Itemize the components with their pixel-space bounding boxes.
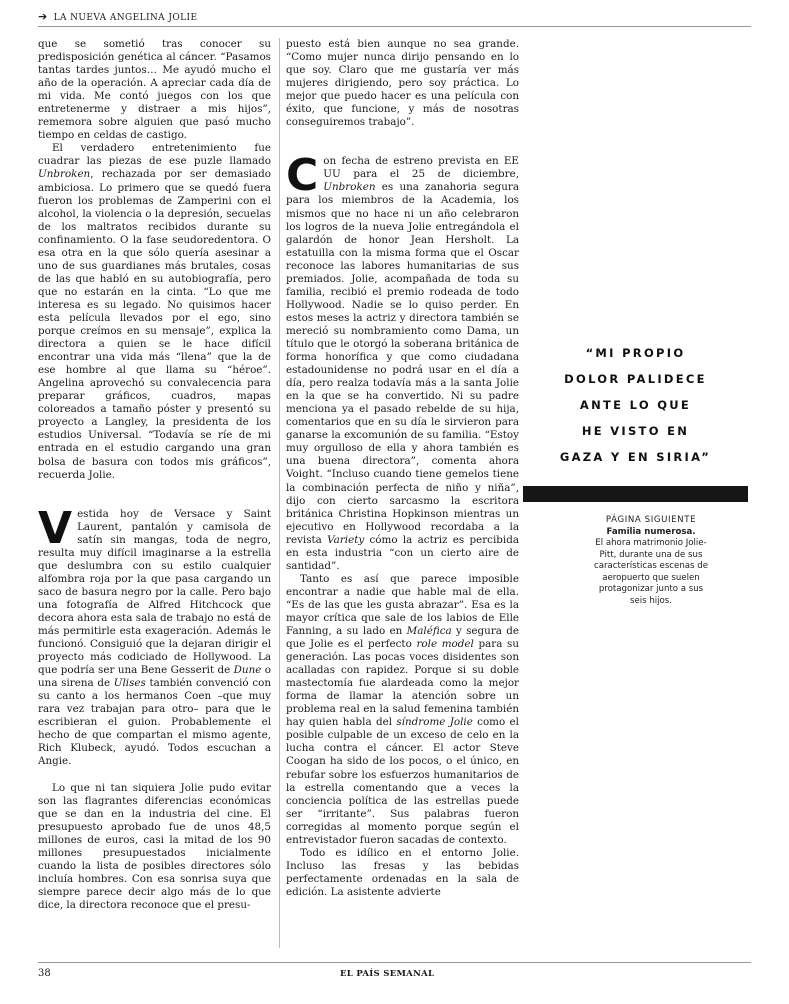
caption-label: PÁGINA SIGUIENTE [605, 515, 697, 525]
caption-title: Familia numerosa. [606, 526, 696, 537]
bottom-divider [38, 962, 751, 963]
column-divider [279, 38, 280, 948]
pull-quote-line: DOLOR PALIDECE [564, 372, 707, 386]
article-column-1 [38, 38, 271, 948]
decorative-black-bar [523, 486, 748, 502]
section-header [38, 10, 197, 23]
pull-quote [523, 340, 748, 470]
drop-cap: V [38, 502, 73, 554]
paragraph: Tanto es así que parece imposible encontrar a nadie que hable mal de ella. “Es de las que les gusta abrazar”. Esa es la mayor crítica que sale de los labios de Elle Fanning, a su lado en Maléfica y segura de que Jolie es el perfecto role model para su generación. Las pocas voces disidentes son acalladas con rapidez. Porque si su doble mastectomía fue alardeada como la mejor forma de llamar la atención sobre un problema real en la salud femenina también hay quien habla del síndrome Jolie como el posible culpable de un exceso de celo en la lucha contra el cáncer. El actor Steve Coogan ha sido de los pocos, o el único, en rebufar sobre los esfuerzos humanitarios de la estrella comentando que a veces la conciencia política de las estrellas puede ser “irritante”. Sus palabras fueron corregidas al momento porque según el entrevistador fueron sacadas de contexto. [286, 572, 519, 846]
top-divider [38, 26, 751, 27]
pull-quote-line: “MI PROPIO [585, 346, 686, 360]
film-title: Unbroken [38, 168, 91, 181]
paragraph: El verdadero entretenimiento fue cuadrar las piezas de ese puzle llamado Unbroken, rechazada por ser demasiado ambiciosa. Lo primero que se quedó fuera fueron los problemas de Zamperini con el alcohol, la violencia o la depresión, secuelas de los maltratos recibidos durante su confinamiento. O la fase seudoredentora. O esa otra en la que sólo quería asesinar a uno de sus guardianes más brutales, cosas de las que habló en su autobiografía, pero que no estarán en la cinta. “Lo que me interesa es su legado. No quisimos hacer esta película llevados por el ego, sino porque creímos en su mensaje”, explica la directora a quien se le hace difícil encontrar una vida más “llena” que la de ese hombre al que llama su “héroe”. Angelina aprovechó su convalecencia para preparar gráficos, cuadros, mapas coloreados a tamaño póster y presentó su proyecto a Langley, la presidenta de los estudios Universal. “Todavía se ríe de mi entrada en el estudio cargando una gran bolsa de basura con todos mis gráficos”, recuerda Jolie. [38, 142, 271, 481]
paragraph: Todo es idílico en el entorno Jolie. Incluso las fresas y las bebidas perfectamente ordenadas en la sala de edición. La asistente advierte [286, 846, 519, 898]
paragraph: puesto está bien aunque no sea grande. “Como mujer nunca dirijo pensando en lo que soy. Claro que me gustaría ver más mujeres dirigiendo, pero soy práctica. Lo mejor que puedo hacer es una película con éxito, que funcione, y más de nosotras conseguiremos trabajo”. [286, 38, 519, 129]
pull-quote-line: GAZA Y EN SIRIA” [559, 450, 712, 464]
page-number: 38 [38, 968, 51, 979]
paragraph: que se sometió tras conocer su predisposición genética al cáncer. “Pasamos tantas tardes juntos… Me ayudó mucho el año de la operación. A apreciar cada día de mi vida. Me contó juegos con los que entretenerme y distraer a mis hijos”, rememora sobre alguien que pasó mucho tiempo en celdas de castigo. [38, 38, 271, 142]
section-title: LA NUEVA ANGELINA JOLIE [53, 13, 198, 23]
paragraph: Vestida hoy de Versace y Saint Laurent, pantalón y camisola de satín sin mangas, toda de negro, resulta muy difícil imaginarse a la estrella que deslumbra con su estilo cualquier alfombra roja por la que pasa cargando un saco de basura negro por la calle. Pero bajo una fotografía de Alfred Hitchcock que decora ahora esta sala de trabajo no está de más permitirle esta exageración. Además le funcionó. Consiguió que la dejaran dirigir el proyecto más codiciado de Hollywood. La que podría ser una Bene Gesserit de Dune o una sirena de Ulises también convenció con su canto a los hermanos Coen –que muy rara vez trabajan para otro– para que le escribieran el guion. Probablemente el hecho de que compartan el mismo agente, Rich Klubeck, ayudó. Todos escuchan a Angie. [38, 502, 271, 768]
photo-caption [590, 515, 712, 607]
article-column-2 [286, 38, 519, 948]
pull-quote-line: HE VISTO EN [581, 424, 690, 438]
magazine-name: EL PAÍS SEMANAL [340, 969, 435, 979]
caption-text: El ahora matrimonio Jolie-Pitt, durante una de sus características escenas de aeropuerto que suelen protagonizar junto a sus seis hijos. [594, 538, 708, 606]
drop-cap: C [286, 150, 319, 202]
arrow-right-icon: ➔ [38, 10, 48, 23]
pull-quote-line: ANTE LO QUE [579, 398, 692, 412]
paragraph: Lo que ni tan siquiera Jolie pudo evitar son las flagrantes diferencias económicas que se dan en la industria del cine. El presupuesto aprobado fue de unos 48,5 millones de euros, casi la mitad de los 90 millones presupuestados inicialmente cuando la lista de posibles directores sólo incluía hombres. Con esa sonrisa suya que siempre parece decir algo más de lo que dice, la directora reconoce que el presu- [38, 781, 271, 911]
paragraph: Con fecha de estreno prevista en EE UU para el 25 de diciembre, Unbroken es una zanahoria segura para los miembros de la Academia, los mismos que no hace ni un año celebraron los logros de la nueva Jolie entregándola el galardón de honor Jean Hersholt. La estatuilla con la misma forma que el Oscar reconoce las labores humanitarias de sus premiados. Jolie, acompañada de toda su familia, recibió el premio rodeada de todo Hollywood. Nadie se lo quiso perder. En estos meses la actriz y directora también se mereció su nombramiento como Dama, un título que le otorgó la soberana británica de forma honorífica y que como ciudadana estadounidense no podrá usar en el día a día, pero realza todavía más a la santa Jolie en la que se ha convertido. Ni su padre menciona ya el pasado rebelde de su hija, comentarios que en su día le sirvieron para ganarse la excomunión de su familia. “Estoy muy orgulloso de ella y ahora también es una buena directora”, comenta ahora Voight. “Incluso cuando tiene gemelos tiene la combinación perfecta de niño y niña”, dijo con cierto sarcasmo la escritora británica Christina Hopkinson mientras un ejecutivo en Hollywood recordaba a la revista Variety cómo la actriz es percibida en esta industria “con un cierto aire de santidad”. [286, 150, 519, 572]
